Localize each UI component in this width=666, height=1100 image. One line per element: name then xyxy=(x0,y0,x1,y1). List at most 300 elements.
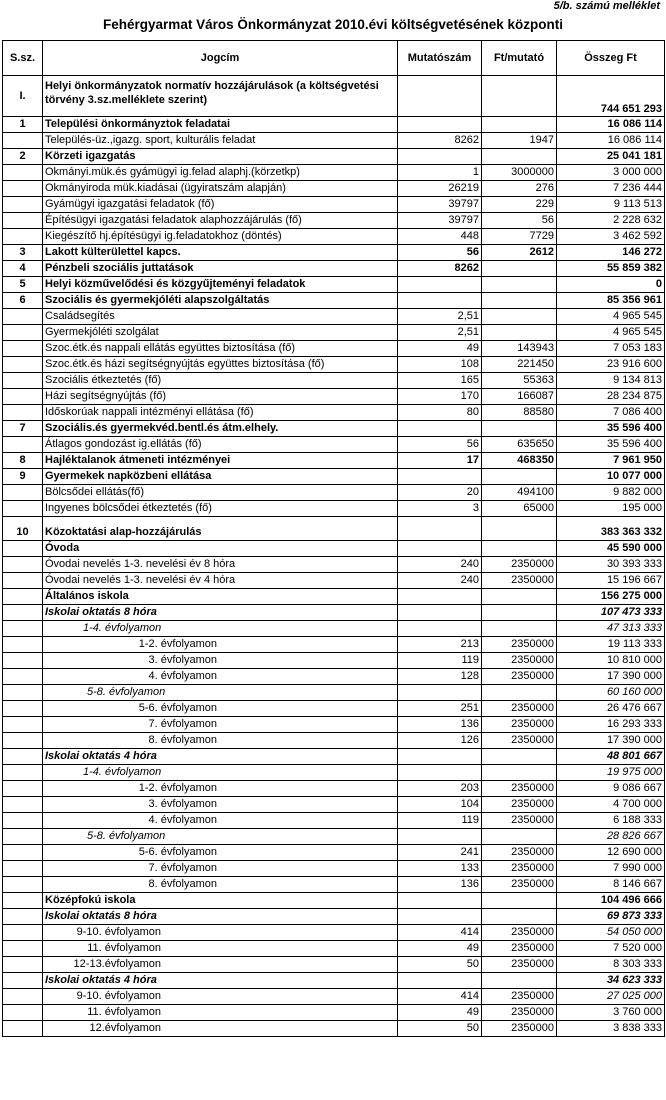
cell-mutatoszam: 39797 xyxy=(398,197,482,213)
cell-ssz xyxy=(3,485,43,501)
cell-ft-mutato xyxy=(482,685,557,701)
cell-jogcim: 7. évfolyamon xyxy=(43,717,398,733)
cell-mutatoszam xyxy=(398,421,482,437)
cell-mutatoszam: 1 xyxy=(398,165,482,181)
cell-osszeg: 8 303 333 xyxy=(557,957,665,973)
cell-mutatoszam: 133 xyxy=(398,861,482,877)
cell-jogcim: Építésügyi igazgatási feladatok alaphozzájárulás (fő) xyxy=(43,213,398,229)
cell-ft-mutato: 2350000 xyxy=(482,877,557,893)
cell-jogcim: Okmányiroda mük.kiadásai (ügyiratszám alapján) xyxy=(43,181,398,197)
cell-osszeg: 15 196 667 xyxy=(557,573,665,589)
cell-ssz: 8 xyxy=(3,453,43,469)
cell-ft-mutato xyxy=(482,621,557,637)
cell-mutatoszam: 251 xyxy=(398,701,482,717)
cell-ssz: 5 xyxy=(3,277,43,293)
cell-mutatoszam: 20 xyxy=(398,485,482,501)
cell-osszeg: 60 160 000 xyxy=(557,685,665,701)
cell-osszeg: 54 050 000 xyxy=(557,925,665,941)
cell-osszeg: 3 838 333 xyxy=(557,1021,665,1037)
cell-ft-mutato: 2350000 xyxy=(482,957,557,973)
cell-osszeg: 146 272 xyxy=(557,245,665,261)
cell-jogcim: Pénzbeli szociális juttatások xyxy=(43,261,398,277)
cell-ssz xyxy=(3,957,43,973)
cell-ssz xyxy=(3,357,43,373)
table-row xyxy=(3,957,665,973)
table-row xyxy=(3,685,665,701)
cell-jogcim: Szoc.étk.és házi segítségnyújtás együttes biztosítása (fő) xyxy=(43,357,398,373)
cell-jogcim: 9-10. évfolyamon xyxy=(43,989,398,1005)
cell-ft-mutato: 56 xyxy=(482,213,557,229)
cell-ssz xyxy=(3,541,43,557)
cell-mutatoszam xyxy=(398,909,482,925)
header-jogcim: Jogcím xyxy=(43,41,398,76)
cell-ft-mutato: 2350000 xyxy=(482,669,557,685)
cell-mutatoszam xyxy=(398,685,482,701)
header-osszeg: Összeg Ft xyxy=(557,41,665,76)
cell-ssz xyxy=(3,765,43,781)
cell-ssz: 9 xyxy=(3,469,43,485)
cell-osszeg: 27 025 000 xyxy=(557,989,665,1005)
cell-ssz xyxy=(3,973,43,989)
cell-mutatoszam: 50 xyxy=(398,957,482,973)
table-row xyxy=(3,181,665,197)
table-row xyxy=(3,341,665,357)
cell-jogcim: Óvodai nevelés 1-3. nevelési év 4 hóra xyxy=(43,573,398,589)
cell-ft-mutato: 2350000 xyxy=(482,573,557,589)
table-row xyxy=(3,76,665,117)
cell-jogcim: Családsegítés xyxy=(43,309,398,325)
cell-jogcim: Szoc.étk.és nappali ellátás együttes biztosítása (fő) xyxy=(43,341,398,357)
cell-ssz xyxy=(3,1021,43,1037)
cell-jogcim: Lakott külterülettel kapcs. xyxy=(43,245,398,261)
table-row xyxy=(3,501,665,517)
cell-ssz xyxy=(3,717,43,733)
cell-mutatoszam xyxy=(398,605,482,621)
cell-mutatoszam xyxy=(398,293,482,309)
cell-osszeg: 744 651 293 xyxy=(557,76,665,117)
cell-mutatoszam: 2,51 xyxy=(398,325,482,341)
cell-jogcim: 1-4. évfolyamon xyxy=(43,621,398,637)
cell-jogcim: Szociális étkeztetés (fő) xyxy=(43,373,398,389)
cell-ft-mutato: 7729 xyxy=(482,229,557,245)
cell-ft-mutato: 3000000 xyxy=(482,165,557,181)
cell-jogcim: 7. évfolyamon xyxy=(43,861,398,877)
cell-ssz xyxy=(3,781,43,797)
cell-ft-mutato xyxy=(482,76,557,117)
cell-ft-mutato: 88580 xyxy=(482,405,557,421)
table-row xyxy=(3,309,665,325)
cell-jogcim: Szociális.és gyermekvéd.bentl.és átm.elhely. xyxy=(43,421,398,437)
cell-ssz: 10 xyxy=(3,517,43,541)
cell-ssz xyxy=(3,229,43,245)
table-row xyxy=(3,669,665,685)
cell-ssz xyxy=(3,893,43,909)
cell-ft-mutato xyxy=(482,261,557,277)
cell-mutatoszam: 8262 xyxy=(398,133,482,149)
cell-osszeg: 107 473 333 xyxy=(557,605,665,621)
table-row xyxy=(3,1021,665,1037)
table-row xyxy=(3,733,665,749)
cell-mutatoszam xyxy=(398,117,482,133)
cell-jogcim: Óvoda xyxy=(43,541,398,557)
cell-ft-mutato: 65000 xyxy=(482,501,557,517)
cell-osszeg: 25 041 181 xyxy=(557,149,665,165)
table-row xyxy=(3,133,665,149)
cell-osszeg: 7 236 444 xyxy=(557,181,665,197)
table-row xyxy=(3,373,665,389)
cell-osszeg: 35 596 400 xyxy=(557,421,665,437)
cell-ssz xyxy=(3,165,43,181)
cell-ssz xyxy=(3,341,43,357)
cell-jogcim: Iskolai oktatás 4 hóra xyxy=(43,973,398,989)
cell-mutatoszam: 56 xyxy=(398,437,482,453)
cell-mutatoszam: 80 xyxy=(398,405,482,421)
cell-mutatoszam: 49 xyxy=(398,941,482,957)
cell-mutatoszam xyxy=(398,469,482,485)
cell-osszeg: 34 623 333 xyxy=(557,973,665,989)
cell-mutatoszam xyxy=(398,589,482,605)
cell-ssz: 6 xyxy=(3,293,43,309)
cell-jogcim: 12-13.évfolyamon xyxy=(43,957,398,973)
table-row xyxy=(3,453,665,469)
page-title: Fehérgyarmat Város Önkormányzat 2010.évi költségvetésének központi xyxy=(103,17,563,32)
cell-osszeg: 2 228 632 xyxy=(557,213,665,229)
cell-ssz xyxy=(3,877,43,893)
cell-mutatoszam: 39797 xyxy=(398,213,482,229)
table-row xyxy=(3,541,665,557)
table-row xyxy=(3,213,665,229)
cell-ssz xyxy=(3,653,43,669)
header-ft-mutato: Ft/mutató xyxy=(482,41,557,76)
cell-ft-mutato xyxy=(482,589,557,605)
cell-mutatoszam: 414 xyxy=(398,989,482,1005)
cell-jogcim: 5-6. évfolyamon xyxy=(43,701,398,717)
cell-ssz xyxy=(3,373,43,389)
cell-osszeg: 23 916 600 xyxy=(557,357,665,373)
cell-ssz xyxy=(3,861,43,877)
table-row xyxy=(3,293,665,309)
table-row xyxy=(3,909,665,925)
cell-ssz xyxy=(3,389,43,405)
cell-jogcim: 4. évfolyamon xyxy=(43,669,398,685)
cell-ft-mutato xyxy=(482,909,557,925)
cell-mutatoszam: 49 xyxy=(398,1005,482,1021)
cell-osszeg: 55 859 382 xyxy=(557,261,665,277)
cell-ft-mutato: 2350000 xyxy=(482,1021,557,1037)
cell-ft-mutato: 2350000 xyxy=(482,557,557,573)
cell-mutatoszam: 26219 xyxy=(398,181,482,197)
cell-jogcim: Óvodai nevelés 1-3. nevelési év 8 hóra xyxy=(43,557,398,573)
cell-jogcim: 8. évfolyamon xyxy=(43,877,398,893)
cell-ft-mutato: 2350000 xyxy=(482,989,557,1005)
cell-osszeg: 28 234 875 xyxy=(557,389,665,405)
cell-ssz xyxy=(3,941,43,957)
cell-osszeg: 10 077 000 xyxy=(557,469,665,485)
cell-ssz xyxy=(3,405,43,421)
table-row xyxy=(3,165,665,181)
cell-mutatoszam xyxy=(398,765,482,781)
cell-ssz xyxy=(3,637,43,653)
table-row xyxy=(3,813,665,829)
cell-osszeg: 30 393 333 xyxy=(557,557,665,573)
cell-jogcim: Szociális és gyermekjóléti alapszolgáltatás xyxy=(43,293,398,309)
cell-ft-mutato: 2350000 xyxy=(482,637,557,653)
cell-mutatoszam: 128 xyxy=(398,669,482,685)
cell-osszeg: 16 086 114 xyxy=(557,133,665,149)
cell-ft-mutato: 2350000 xyxy=(482,813,557,829)
cell-ft-mutato: 494100 xyxy=(482,485,557,501)
cell-mutatoszam: 17 xyxy=(398,453,482,469)
table-row xyxy=(3,941,665,957)
cell-osszeg: 3 000 000 xyxy=(557,165,665,181)
cell-ssz xyxy=(3,133,43,149)
cell-jogcim: Iskolai oktatás 8 hóra xyxy=(43,909,398,925)
cell-osszeg: 9 882 000 xyxy=(557,485,665,501)
cell-ssz xyxy=(3,701,43,717)
cell-ft-mutato: 55363 xyxy=(482,373,557,389)
cell-osszeg: 3 760 000 xyxy=(557,1005,665,1021)
cell-mutatoszam: 8262 xyxy=(398,261,482,277)
table-row xyxy=(3,1005,665,1021)
cell-ft-mutato xyxy=(482,829,557,845)
cell-mutatoszam: 414 xyxy=(398,925,482,941)
cell-jogcim: Hajléktalanok átmeneti intézményei xyxy=(43,453,398,469)
cell-jogcim: Iskolai oktatás 8 hóra xyxy=(43,605,398,621)
cell-osszeg: 7 961 950 xyxy=(557,453,665,469)
cell-mutatoszam: 49 xyxy=(398,341,482,357)
cell-mutatoszam xyxy=(398,829,482,845)
table-row xyxy=(3,717,665,733)
cell-ft-mutato: 2612 xyxy=(482,245,557,261)
cell-mutatoszam: 119 xyxy=(398,813,482,829)
cell-jogcim: 3. évfolyamon xyxy=(43,653,398,669)
cell-mutatoszam: 213 xyxy=(398,637,482,653)
table-row xyxy=(3,421,665,437)
cell-ssz xyxy=(3,557,43,573)
cell-mutatoszam: 240 xyxy=(398,573,482,589)
table-row xyxy=(3,653,665,669)
cell-jogcim: 5-8. évfolyamon xyxy=(43,829,398,845)
cell-ssz xyxy=(3,909,43,925)
table-row xyxy=(3,701,665,717)
table-row xyxy=(3,437,665,453)
cell-mutatoszam: 448 xyxy=(398,229,482,245)
cell-ssz: 2 xyxy=(3,149,43,165)
cell-ft-mutato xyxy=(482,149,557,165)
cell-ft-mutato: 2350000 xyxy=(482,941,557,957)
cell-osszeg: 16 293 333 xyxy=(557,717,665,733)
cell-ft-mutato: 166087 xyxy=(482,389,557,405)
cell-ssz xyxy=(3,437,43,453)
cell-ssz xyxy=(3,621,43,637)
cell-ft-mutato xyxy=(482,749,557,765)
cell-ft-mutato: 143943 xyxy=(482,341,557,357)
cell-jogcim: 5-8. évfolyamon xyxy=(43,685,398,701)
cell-mutatoszam: 2,51 xyxy=(398,309,482,325)
cell-ssz xyxy=(3,925,43,941)
cell-mutatoszam: 165 xyxy=(398,373,482,389)
header-mutatoszam: Mutatószám xyxy=(398,41,482,76)
cell-ft-mutato: 468350 xyxy=(482,453,557,469)
cell-ssz xyxy=(3,605,43,621)
cell-jogcim: Általános iskola xyxy=(43,589,398,605)
cell-mutatoszam xyxy=(398,749,482,765)
cell-mutatoszam: 56 xyxy=(398,245,482,261)
cell-ft-mutato xyxy=(482,309,557,325)
cell-jogcim: 12.évfolyamon xyxy=(43,1021,398,1037)
cell-jogcim: 1-2. évfolyamon xyxy=(43,637,398,653)
cell-ft-mutato xyxy=(482,605,557,621)
cell-ft-mutato: 2350000 xyxy=(482,925,557,941)
cell-ssz xyxy=(3,797,43,813)
cell-ssz xyxy=(3,325,43,341)
cell-ssz: 1 xyxy=(3,117,43,133)
budget-table xyxy=(2,40,665,1037)
cell-osszeg: 3 462 592 xyxy=(557,229,665,245)
cell-ft-mutato: 2350000 xyxy=(482,733,557,749)
cell-ft-mutato xyxy=(482,517,557,541)
table-row xyxy=(3,117,665,133)
table-row xyxy=(3,325,665,341)
cell-osszeg: 28 826 667 xyxy=(557,829,665,845)
cell-osszeg: 156 275 000 xyxy=(557,589,665,605)
table-row xyxy=(3,973,665,989)
cell-ft-mutato: 276 xyxy=(482,181,557,197)
cell-osszeg: 47 313 333 xyxy=(557,621,665,637)
table-row xyxy=(3,845,665,861)
cell-ft-mutato xyxy=(482,893,557,909)
cell-mutatoszam xyxy=(398,973,482,989)
cell-ft-mutato xyxy=(482,293,557,309)
table-row xyxy=(3,829,665,845)
cell-jogcim: 5-6. évfolyamon xyxy=(43,845,398,861)
cell-jogcim: Helyi önkormányzatok normatív hozzájárulások (a költségvetési törvény 3.sz.melléklete szerint) xyxy=(43,76,398,117)
cell-mutatoszam: 3 xyxy=(398,501,482,517)
cell-ft-mutato xyxy=(482,277,557,293)
cell-mutatoszam: 136 xyxy=(398,877,482,893)
header-ssz: S.sz. xyxy=(3,41,43,76)
cell-jogcim: 4. évfolyamon xyxy=(43,813,398,829)
table-row xyxy=(3,781,665,797)
cell-jogcim: 11. évfolyamon xyxy=(43,941,398,957)
cell-ssz xyxy=(3,213,43,229)
cell-ssz xyxy=(3,685,43,701)
cell-mutatoszam xyxy=(398,149,482,165)
cell-jogcim: Gyermekek napközbeni ellátása xyxy=(43,469,398,485)
table-row xyxy=(3,405,665,421)
cell-osszeg: 0 xyxy=(557,277,665,293)
cell-mutatoszam xyxy=(398,893,482,909)
table-row xyxy=(3,245,665,261)
cell-osszeg: 104 496 666 xyxy=(557,893,665,909)
cell-ssz xyxy=(3,989,43,1005)
cell-osszeg: 7 990 000 xyxy=(557,861,665,877)
cell-ft-mutato: 221450 xyxy=(482,357,557,373)
cell-ft-mutato xyxy=(482,765,557,781)
cell-osszeg: 4 700 000 xyxy=(557,797,665,813)
cell-mutatoszam xyxy=(398,76,482,117)
cell-ssz: I. xyxy=(3,76,43,117)
table-row xyxy=(3,861,665,877)
cell-ft-mutato: 2350000 xyxy=(482,861,557,877)
table-row xyxy=(3,573,665,589)
cell-osszeg: 35 596 400 xyxy=(557,437,665,453)
cell-jogcim: Házi segítségnyújtás (fő) xyxy=(43,389,398,405)
cell-osszeg: 45 590 000 xyxy=(557,541,665,557)
table-row xyxy=(3,149,665,165)
cell-jogcim: Időskorúak nappali intézményi ellátása (fő) xyxy=(43,405,398,421)
table-row xyxy=(3,485,665,501)
cell-osszeg: 6 188 333 xyxy=(557,813,665,829)
cell-jogcim: Település-üz.,igazg. sport, kulturális feladat xyxy=(43,133,398,149)
cell-osszeg: 26 476 667 xyxy=(557,701,665,717)
table-row xyxy=(3,605,665,621)
cell-mutatoszam: 119 xyxy=(398,653,482,669)
cell-jogcim: Középfokú iskola xyxy=(43,893,398,909)
cell-ssz xyxy=(3,1005,43,1021)
cell-mutatoszam: 50 xyxy=(398,1021,482,1037)
table-row xyxy=(3,925,665,941)
table-row xyxy=(3,749,665,765)
cell-mutatoszam: 108 xyxy=(398,357,482,373)
cell-ft-mutato: 2350000 xyxy=(482,1005,557,1021)
table-header-row xyxy=(3,41,665,76)
cell-mutatoszam xyxy=(398,517,482,541)
cell-osszeg: 17 390 000 xyxy=(557,669,665,685)
cell-ssz xyxy=(3,589,43,605)
cell-osszeg: 383 363 332 xyxy=(557,517,665,541)
cell-osszeg: 195 000 xyxy=(557,501,665,517)
cell-ssz: 4 xyxy=(3,261,43,277)
cell-jogcim: Települési önkormányztok feladatai xyxy=(43,117,398,133)
cell-jogcim: 3. évfolyamon xyxy=(43,797,398,813)
cell-ssz xyxy=(3,749,43,765)
cell-ft-mutato xyxy=(482,469,557,485)
cell-jogcim: 8. évfolyamon xyxy=(43,733,398,749)
cell-ft-mutato: 229 xyxy=(482,197,557,213)
table-row xyxy=(3,557,665,573)
cell-jogcim: Átlagos gondozást ig.ellátás (fő) xyxy=(43,437,398,453)
cell-ssz xyxy=(3,813,43,829)
table-row xyxy=(3,989,665,1005)
cell-jogcim: Gyermekjóléti szolgálat xyxy=(43,325,398,341)
cell-ft-mutato: 2350000 xyxy=(482,845,557,861)
table-row xyxy=(3,277,665,293)
cell-ft-mutato: 2350000 xyxy=(482,717,557,733)
cell-jogcim: Ingyenes bölcsődei étkeztetés (fő) xyxy=(43,501,398,517)
cell-jogcim: Okmányi.mük.és gyámügyi ig.felad alaphj.(körzetkp) xyxy=(43,165,398,181)
cell-osszeg: 19 975 000 xyxy=(557,765,665,781)
cell-mutatoszam: 126 xyxy=(398,733,482,749)
cell-ssz: 7 xyxy=(3,421,43,437)
cell-jogcim: Gyámügyi igazgatási feladatok (fő) xyxy=(43,197,398,213)
cell-osszeg: 48 801 667 xyxy=(557,749,665,765)
cell-mutatoszam xyxy=(398,277,482,293)
cell-jogcim: 11. évfolyamon xyxy=(43,1005,398,1021)
table-row xyxy=(3,621,665,637)
cell-jogcim: 1-4. évfolyamon xyxy=(43,765,398,781)
cell-jogcim: 9-10. évfolyamon xyxy=(43,925,398,941)
cell-jogcim: Iskolai oktatás 4 hóra xyxy=(43,749,398,765)
cell-osszeg: 7 053 183 xyxy=(557,341,665,357)
table-row xyxy=(3,229,665,245)
cell-ft-mutato xyxy=(482,117,557,133)
cell-ft-mutato: 635650 xyxy=(482,437,557,453)
table-row xyxy=(3,389,665,405)
cell-ft-mutato: 2350000 xyxy=(482,701,557,717)
cell-mutatoszam: 240 xyxy=(398,557,482,573)
cell-osszeg: 7 086 400 xyxy=(557,405,665,421)
